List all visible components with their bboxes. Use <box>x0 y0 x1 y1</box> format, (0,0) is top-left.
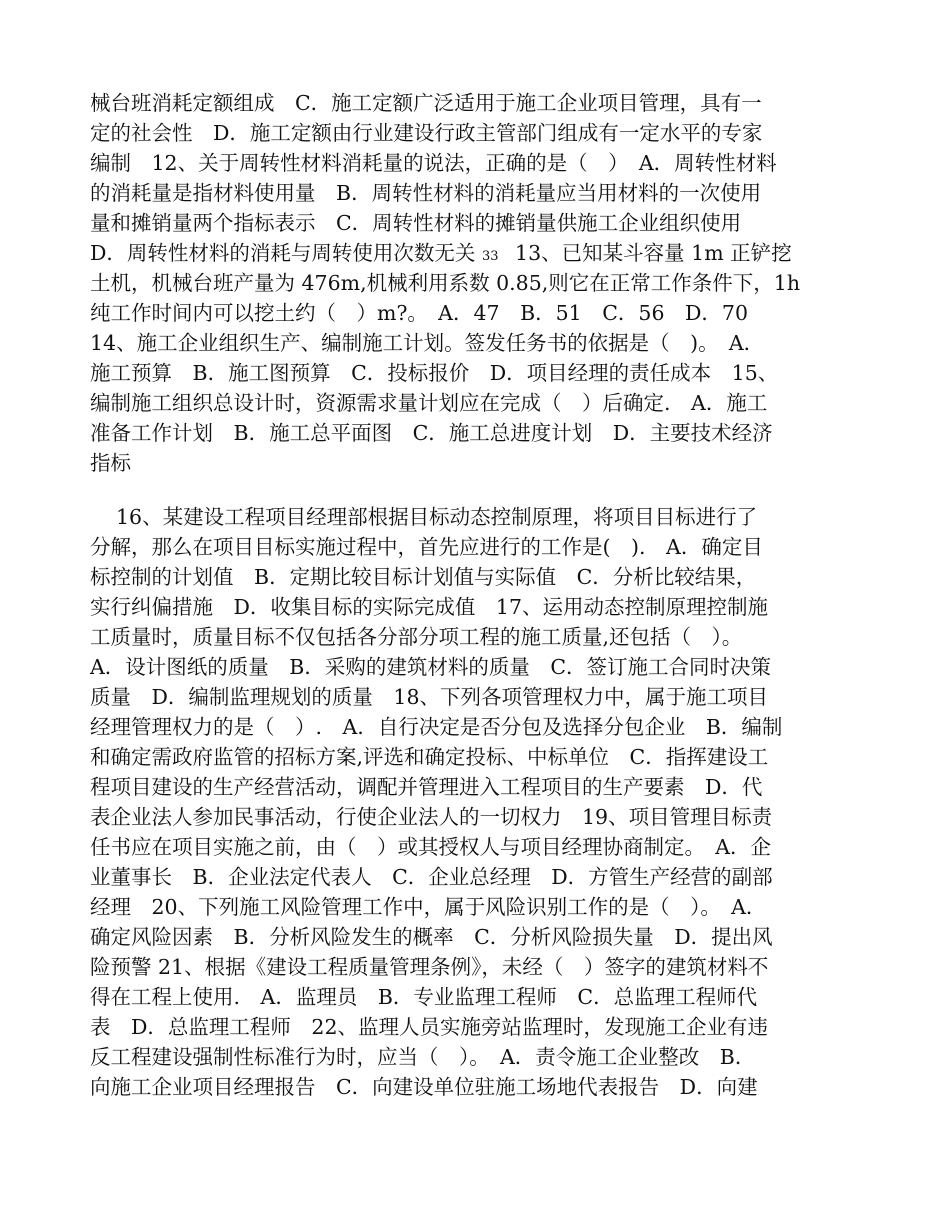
text-line: 量和摊销量两个指标表示 C．周转性材料的摊销量供施工企业组织使用 <box>90 211 742 235</box>
text-line: 准备工作计划 B．施工总平面图 C．施工总进度计划 D．主要技术经济 <box>90 421 773 445</box>
text-line: A．设计图纸的质量 B．采购的建筑材料的质量 C．签订施工合同时决策 <box>90 655 772 679</box>
text-line: 编制 12、关于周转性材料消耗量的说法，正确的是（ ） A．周转性材料 <box>90 151 777 175</box>
text-line: 表 D．总监理工程师 22、监理人员实施旁站监理时，发现施工企业有违 <box>90 1015 769 1039</box>
text-line: 14、施工企业组织生产、编制施工计划。签发任务书的依据是（ )。 A． <box>90 331 765 355</box>
text-line: 向施工企业项目经理报告 C．向建设单位驻施工场地代表报告 D．向建 <box>90 1075 758 1099</box>
text-line: 经理管理权力的是（ ）. A．自行决定是否分包及选择分包企业 B．编制 <box>90 715 783 739</box>
text-line: 纯工作时间内可以挖土约（ ）m?。 A．47 B．51 C．56 D．70 <box>90 301 749 325</box>
text-segment: 13、已知某斗容量 1m 正铲挖 <box>515 241 792 265</box>
text-line: 工质量时，质量目标不仅包括各分部分项工程的施工质量,还包括（ ）。 <box>90 625 743 649</box>
text-line: 定的社会性 D．施工定额由行业建设行政主管部门组成有一定水平的专家 <box>90 121 763 145</box>
paragraph-first-line: 16、某建设工程项目经理部根据目标动态控制原理，将项目目标进行了 <box>116 505 758 529</box>
text-line: 械台班消耗定额组成 C．施工定额广泛适用于施工企业项目管理，具有一 <box>90 91 762 115</box>
text-line: 施工预算 B．施工图预算 C．投标报价 D．项目经理的责任成本 15、 <box>90 361 779 385</box>
text-line: 实行纠偏措施 D．收集目标的实际完成值 17、运用动态控制原理控制施 <box>90 595 769 619</box>
text-line: 和确定需政府监管的招标方案,评选和确定投标、中标单位 C．指挥建设工 <box>90 745 769 769</box>
page-number-marker: 33 <box>481 249 499 264</box>
text-line: 业董事长 B．企业法定代表人 C．企业总经理 D．方管生产经营的副部 <box>90 865 773 889</box>
text-line: 反工程建设强制性标准行为时，应当（ ）。 A．责令施工企业整改 B． <box>90 1045 756 1069</box>
text-line: 任书应在项目实施之前，由（ ）或其授权人与项目经理协商制定。 A．企 <box>90 835 772 859</box>
text-line: 险预警 21、根据《建设工程质量管理条例》，未经（ ）签字的建筑材料不 <box>90 955 769 979</box>
text-line: 经理 20、下列施工风险管理工作中，属于风险识别工作的是（ ）。 A． <box>90 895 767 919</box>
text-line: 质量 D．编制监理规划的质量 18、下列各项管理权力中，属于施工项目 <box>90 685 769 709</box>
text-line: 编制施工组织总设计时，资源需求量计划应在完成（ ）后确定. A．施工 <box>90 391 768 415</box>
text-line: 表企业法人参加民事活动，行使企业法人的一切权力 19、项目管理目标责 <box>90 805 773 829</box>
text-segment: D．周转性材料的消耗与周转使用次数无关 <box>90 241 476 265</box>
text-line: 得在工程上使用. A．监理员 B．专业监理工程师 C．总监理工程师代 <box>90 985 758 1009</box>
text-line-with-page-marker <box>90 238 792 268</box>
text-line: 土机，机械台班产量为 476m,机械利用系数 0.85,则它在正常工作条件下，1h <box>90 271 801 295</box>
text-line: 程项目建设的生产经营活动，调配并管理进入工程项目的生产要素 D．代 <box>90 775 763 799</box>
text-line: 的消耗量是指材料使用量 B．周转性材料的消耗量应当用材料的一次使用 <box>90 181 762 205</box>
text-line: 标控制的计划值 B．定期比较目标计划值与实际值 C．分析比较结果， <box>90 565 757 589</box>
text-line: 指标 <box>90 451 131 475</box>
text-line: 分解，那么在项目目标实施过程中，首先应进行的工作是( ). A．确定目 <box>90 535 763 559</box>
text-line: 确定风险因素 B．分析风险发生的概率 C．分析风险损失量 D．提出风 <box>90 925 773 949</box>
